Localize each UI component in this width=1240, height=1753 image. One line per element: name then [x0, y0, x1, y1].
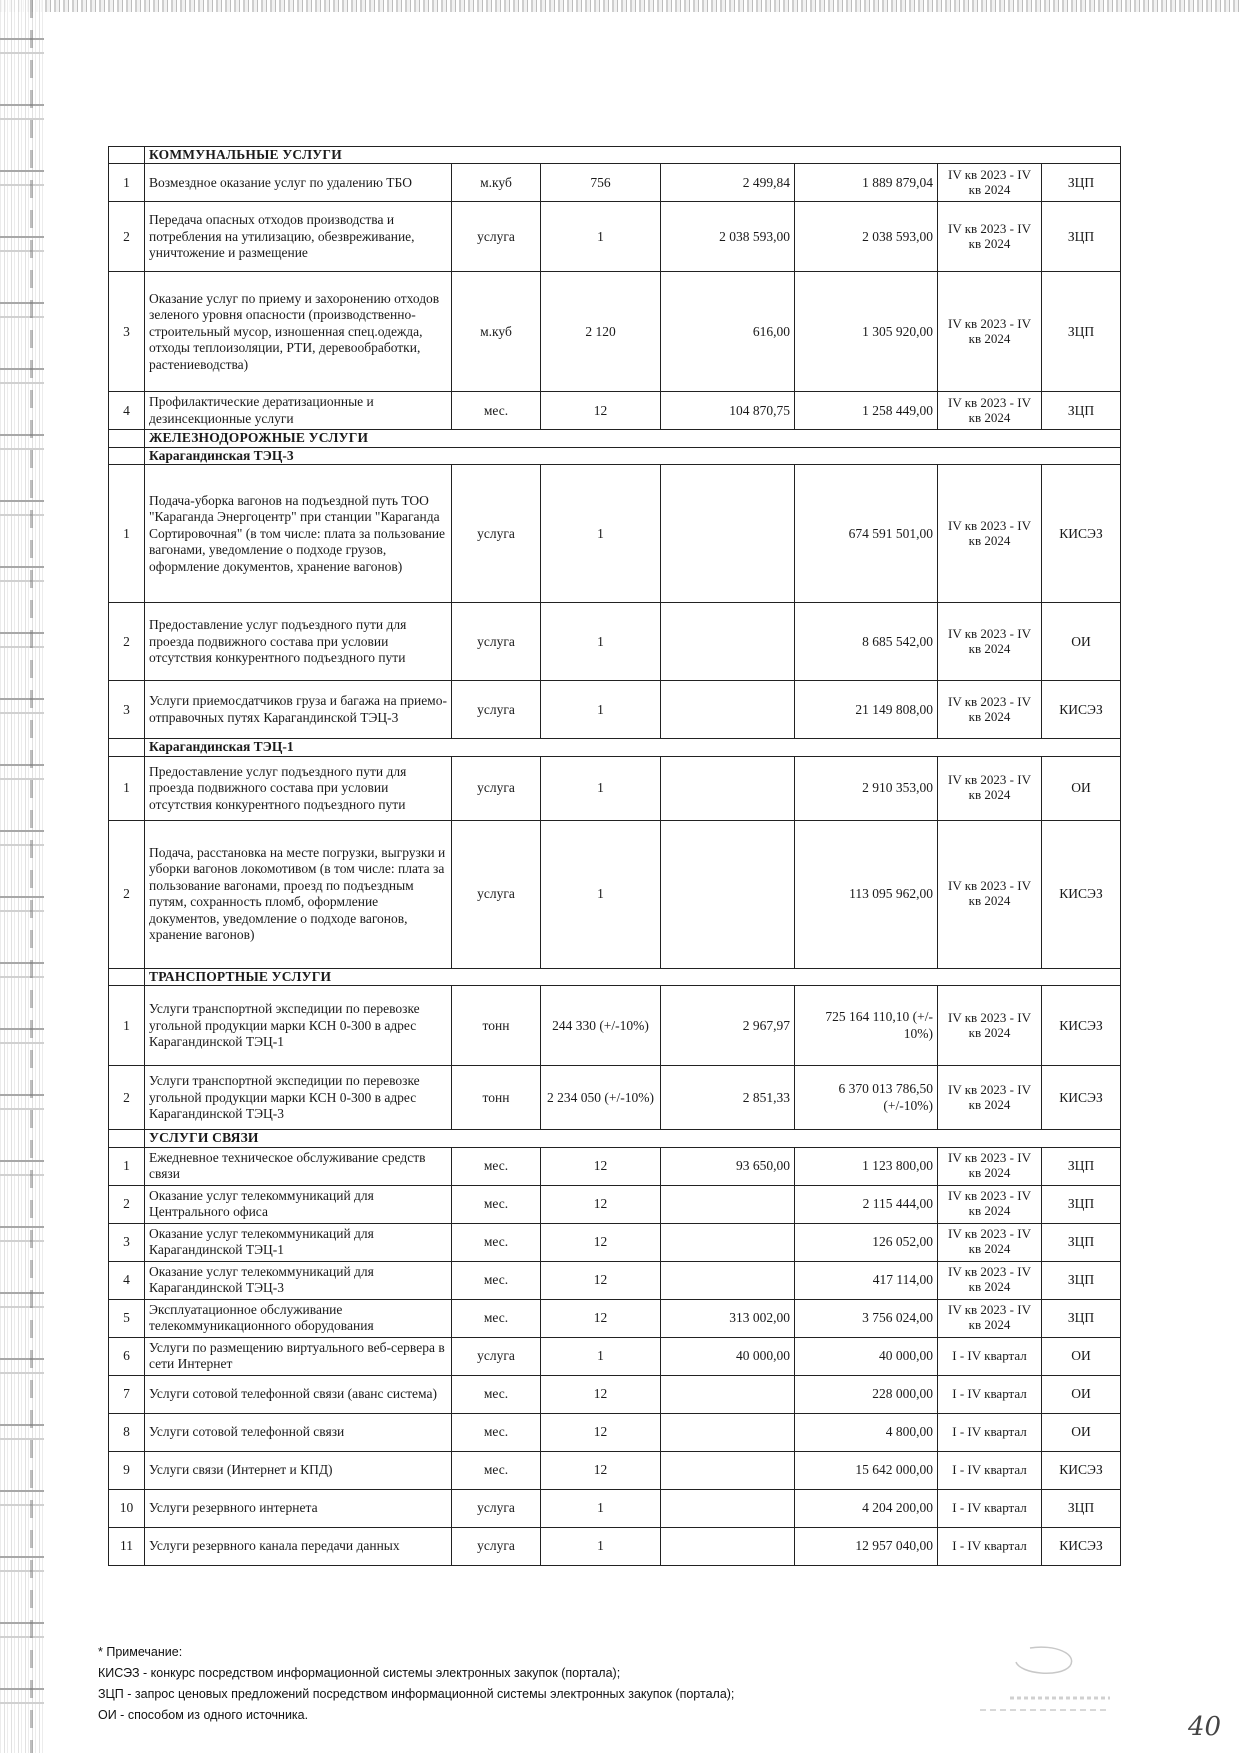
cell-num: 2	[109, 820, 145, 968]
table-row	[109, 465, 1121, 603]
cell-period: I - IV квартал	[938, 1375, 1042, 1413]
note-line-oi: ОИ - способом из одного источника.	[98, 1708, 309, 1722]
cell-name: Услуги сотовой телефонной связи (аванс система)	[145, 1375, 452, 1413]
cell-num: 1	[109, 1147, 145, 1185]
section-row	[109, 430, 1121, 447]
cell-qty: 1	[541, 202, 661, 272]
cell-total: 2 038 593,00	[795, 202, 938, 272]
cell-method: КИСЭЗ	[1042, 681, 1121, 739]
cell-method: ОИ	[1042, 603, 1121, 681]
cell-method: ОИ	[1042, 1375, 1121, 1413]
cell-price	[661, 820, 795, 968]
cell-name: Услуги транспортной экспедиции по перевозке угольной продукции марки КСН 0-300 в адрес Карагандинской ТЭЦ-1	[145, 986, 452, 1066]
section-row	[109, 968, 1121, 985]
cell-unit: тонн	[452, 986, 541, 1066]
table-row	[109, 986, 1121, 1066]
table-row	[109, 1489, 1121, 1527]
cell-name: Подача, расстановка на месте погрузки, выгрузки и уборки вагонов локомотивом (в том числе: плата за пользование вагонами, проезд по подъездным путям, сохранность пломб, оформление документов, уведомление о подходе вагонов, хранение вагонов)	[145, 820, 452, 968]
cell-total: 2 910 353,00	[795, 756, 938, 820]
cell-name: Подача-уборка вагонов на подъездной путь ТОО "Караганда Энергоцентр" при станции "Караганда Сортировочная" (в том числе: плата за пользование вагонами, уведомление о подходе грузов, оформление документов, хранение вагонов)	[145, 465, 452, 603]
cell-period: I - IV квартал	[938, 1489, 1042, 1527]
cell-method: КИСЭЗ	[1042, 1451, 1121, 1489]
cell-unit: мес.	[452, 392, 541, 430]
cell-qty: 1	[541, 465, 661, 603]
cell-method: ЗЦП	[1042, 1185, 1121, 1223]
cell-method: КИСЭЗ	[1042, 986, 1121, 1066]
cell-qty: 12	[541, 1223, 661, 1261]
cell-period: IV кв 2023 - IV кв 2024	[938, 756, 1042, 820]
cell-price: 313 002,00	[661, 1299, 795, 1337]
cell-unit: услуга	[452, 1527, 541, 1565]
cell-unit: мес.	[452, 1261, 541, 1299]
cell-price: 93 650,00	[661, 1147, 795, 1185]
table-row	[109, 1451, 1121, 1489]
cell-period: IV кв 2023 - IV кв 2024	[938, 1299, 1042, 1337]
cell-total: 6 370 013 786,50 (+/-10%)	[795, 1066, 938, 1130]
cell-qty: 12	[541, 1375, 661, 1413]
cell-unit: мес.	[452, 1413, 541, 1451]
cell-price: 2 499,84	[661, 164, 795, 202]
cell-unit: услуга	[452, 465, 541, 603]
cell-period: IV кв 2023 - IV кв 2024	[938, 603, 1042, 681]
section-title: УСЛУГИ СВЯЗИ	[145, 1130, 1121, 1147]
cell-period: I - IV квартал	[938, 1527, 1042, 1565]
cell-total: 1 258 449,00	[795, 392, 938, 430]
cell-qty: 12	[541, 1261, 661, 1299]
cell-name: Предоставление услуг подъездного пути для проезда подвижного состава при условии отсутствия конкурентного подъездного пути	[145, 603, 452, 681]
table-row	[109, 820, 1121, 968]
cell-method: ОИ	[1042, 1413, 1121, 1451]
cell-num: 2	[109, 603, 145, 681]
cell-price	[661, 1261, 795, 1299]
cell-total: 228 000,00	[795, 1375, 938, 1413]
cell-total: 126 052,00	[795, 1223, 938, 1261]
cell-total: 8 685 542,00	[795, 603, 938, 681]
cell-total: 12 957 040,00	[795, 1527, 938, 1565]
cell-period: IV кв 2023 - IV кв 2024	[938, 392, 1042, 430]
cell-num: 1	[109, 465, 145, 603]
cell-total: 4 800,00	[795, 1413, 938, 1451]
cell-num: 8	[109, 1413, 145, 1451]
cell-name: Эксплуатационное обслуживание телекоммуникационного оборудования	[145, 1299, 452, 1337]
cell-price: 616,00	[661, 272, 795, 392]
cell-qty: 12	[541, 392, 661, 430]
cell-qty: 12	[541, 1185, 661, 1223]
cell-period: IV кв 2023 - IV кв 2024	[938, 164, 1042, 202]
cell-num: 10	[109, 1489, 145, 1527]
cell-qty: 1	[541, 1489, 661, 1527]
cell-num: 9	[109, 1451, 145, 1489]
cell-num: 3	[109, 681, 145, 739]
cell-qty: 2 234 050 (+/-10%)	[541, 1066, 661, 1130]
table-row	[109, 1299, 1121, 1337]
cell-name: Оказание услуг телекоммуникаций для Центрального офиса	[145, 1185, 452, 1223]
table-row	[109, 756, 1121, 820]
cell-period: IV кв 2023 - IV кв 2024	[938, 681, 1042, 739]
cell-total: 15 642 000,00	[795, 1451, 938, 1489]
table-row	[109, 202, 1121, 272]
cell-method: ОИ	[1042, 1337, 1121, 1375]
cell-price	[661, 1413, 795, 1451]
cell-total: 4 204 200,00	[795, 1489, 938, 1527]
cell-name: Передача опасных отходов производства и потребления на утилизацию, обезвреживание, уничтожение и размещение	[145, 202, 452, 272]
cell-price: 2 851,33	[661, 1066, 795, 1130]
cell-price	[661, 1451, 795, 1489]
cell-num: 3	[109, 272, 145, 392]
cell-unit: услуга	[452, 1337, 541, 1375]
cell-total: 3 756 024,00	[795, 1299, 938, 1337]
table-row	[109, 1337, 1121, 1375]
cell-name: Услуги сотовой телефонной связи	[145, 1413, 452, 1451]
note-line-kisez: КИСЭЗ - конкурс посредством информационной системы электронных закупок (портала);	[98, 1666, 621, 1680]
cell-qty: 1	[541, 1527, 661, 1565]
notes-block	[98, 1642, 1098, 1726]
cell-qty: 12	[541, 1451, 661, 1489]
faint-stamp-mark	[960, 1640, 1120, 1720]
cell-period: IV кв 2023 - IV кв 2024	[938, 1185, 1042, 1223]
cell-num: 7	[109, 1375, 145, 1413]
table-row	[109, 1527, 1121, 1565]
subsection-row	[109, 739, 1121, 756]
cell-qty: 2 120	[541, 272, 661, 392]
section-row	[109, 1130, 1121, 1147]
cell-total: 417 114,00	[795, 1261, 938, 1299]
cell-period: IV кв 2023 - IV кв 2024	[938, 465, 1042, 603]
cell-unit: услуга	[452, 202, 541, 272]
table-row	[109, 603, 1121, 681]
cell-unit: мес.	[452, 1299, 541, 1337]
cell-qty: 244 330 (+/-10%)	[541, 986, 661, 1066]
cell-total: 1 889 879,04	[795, 164, 938, 202]
cell-unit: мес.	[452, 1223, 541, 1261]
cell-method: ЗЦП	[1042, 1223, 1121, 1261]
cell-name: Услуги резервного канала передачи данных	[145, 1527, 452, 1565]
cell-unit: мес.	[452, 1375, 541, 1413]
cell-qty: 1	[541, 1337, 661, 1375]
cell-num: 3	[109, 1223, 145, 1261]
cell-qty: 1	[541, 756, 661, 820]
note-line-zcp: ЗЦП - запрос ценовых предложений посредством информационной системы электронных закупок (портала);	[98, 1687, 735, 1701]
cell-price	[661, 465, 795, 603]
cell-qty: 12	[541, 1299, 661, 1337]
cell-name: Услуги по размещению виртуального веб-сервера в сети Интернет	[145, 1337, 452, 1375]
cell-num: 1	[109, 164, 145, 202]
cell-unit: тонн	[452, 1066, 541, 1130]
cell-num: 5	[109, 1299, 145, 1337]
cell-qty: 1	[541, 820, 661, 968]
cell-total: 725 164 110,10 (+/- 10%)	[795, 986, 938, 1066]
subsection-row	[109, 447, 1121, 464]
cell-name: Оказание услуг по приему и захоронению отходов зеленого уровня опасности (производственно-строительный мусор, изношенная спец.одежда, отходы теплоизоляции, РТИ, деревообработки, растениеводства)	[145, 272, 452, 392]
cell-name: Возмездное оказание услуг по удалению ТБО	[145, 164, 452, 202]
cell-method: ЗЦП	[1042, 1147, 1121, 1185]
cell-num: 1	[109, 756, 145, 820]
section-num-cell	[109, 430, 145, 447]
cell-total: 1 123 800,00	[795, 1147, 938, 1185]
cell-period: IV кв 2023 - IV кв 2024	[938, 1223, 1042, 1261]
table-row	[109, 1413, 1121, 1451]
table-row	[109, 164, 1121, 202]
cell-num: 2	[109, 1066, 145, 1130]
cell-price: 2 967,97	[661, 986, 795, 1066]
procurement-plan-table	[108, 146, 1121, 1566]
table-row	[109, 1147, 1121, 1185]
cell-method: ЗЦП	[1042, 272, 1121, 392]
cell-period: IV кв 2023 - IV кв 2024	[938, 272, 1042, 392]
cell-method: ЗЦП	[1042, 1489, 1121, 1527]
cell-unit: услуга	[452, 820, 541, 968]
cell-period: IV кв 2023 - IV кв 2024	[938, 1261, 1042, 1299]
cell-price: 2 038 593,00	[661, 202, 795, 272]
cell-price	[661, 681, 795, 739]
cell-name: Услуги транспортной экспедиции по перевозке угольной продукции марки КСН 0-300 в адрес Карагандинской ТЭЦ-3	[145, 1066, 452, 1130]
cell-total: 2 115 444,00	[795, 1185, 938, 1223]
section-title: ЖЕЛЕЗНОДОРОЖНЫЕ УСЛУГИ	[145, 430, 1121, 447]
cell-unit: мес.	[452, 1147, 541, 1185]
cell-price	[661, 1375, 795, 1413]
cell-price: 40 000,00	[661, 1337, 795, 1375]
cell-period: I - IV квартал	[938, 1413, 1042, 1451]
cell-num: 2	[109, 202, 145, 272]
cell-period: I - IV квартал	[938, 1451, 1042, 1489]
cell-qty: 1	[541, 681, 661, 739]
cell-num: 4	[109, 1261, 145, 1299]
table-row	[109, 1066, 1121, 1130]
cell-period: IV кв 2023 - IV кв 2024	[938, 1147, 1042, 1185]
cell-num: 2	[109, 1185, 145, 1223]
cell-unit: услуга	[452, 1489, 541, 1527]
cell-unit: м.куб	[452, 272, 541, 392]
section-num-cell	[109, 1130, 145, 1147]
cell-name: Услуги приемосдатчиков груза и багажа на приемо-отправочных путях Карагандинской ТЭЦ-3	[145, 681, 452, 739]
section-num-cell	[109, 147, 145, 164]
cell-price	[661, 603, 795, 681]
cell-period: IV кв 2023 - IV кв 2024	[938, 202, 1042, 272]
cell-qty: 1	[541, 603, 661, 681]
cell-qty: 12	[541, 1147, 661, 1185]
section-row	[109, 147, 1121, 164]
table-row	[109, 1223, 1121, 1261]
scan-edge-top	[0, 0, 1240, 12]
cell-qty: 12	[541, 1413, 661, 1451]
cell-total: 40 000,00	[795, 1337, 938, 1375]
section-num-cell	[109, 968, 145, 985]
section-title: ТРАНСПОРТНЫЕ УСЛУГИ	[145, 968, 1121, 985]
table-row	[109, 1375, 1121, 1413]
cell-period: IV кв 2023 - IV кв 2024	[938, 986, 1042, 1066]
cell-num: 1	[109, 986, 145, 1066]
cell-total: 21 149 808,00	[795, 681, 938, 739]
table-row	[109, 272, 1121, 392]
section-title: КОММУНАЛЬНЫЕ УСЛУГИ	[145, 147, 1121, 164]
cell-method: ЗЦП	[1042, 392, 1121, 430]
cell-num: 6	[109, 1337, 145, 1375]
cell-unit: м.куб	[452, 164, 541, 202]
cell-name: Услуги резервного интернета	[145, 1489, 452, 1527]
scan-edge-left	[0, 0, 44, 1753]
cell-price	[661, 1527, 795, 1565]
cell-price: 104 870,75	[661, 392, 795, 430]
table-row	[109, 1261, 1121, 1299]
cell-method: ОИ	[1042, 756, 1121, 820]
cell-price	[661, 1489, 795, 1527]
cell-name: Предоставление услуг подъездного пути для проезда подвижного состава при условии отсутствия конкурентного подъездного пути	[145, 756, 452, 820]
section-num-cell	[109, 447, 145, 464]
cell-name: Оказание услуг телекоммуникаций для Карагандинской ТЭЦ-1	[145, 1223, 452, 1261]
cell-method: КИСЭЗ	[1042, 1066, 1121, 1130]
cell-name: Оказание услуг телекоммуникаций для Карагандинской ТЭЦ-3	[145, 1261, 452, 1299]
cell-unit: мес.	[452, 1185, 541, 1223]
cell-qty: 756	[541, 164, 661, 202]
cell-method: КИСЭЗ	[1042, 820, 1121, 968]
table-row	[109, 1185, 1121, 1223]
cell-method: КИСЭЗ	[1042, 1527, 1121, 1565]
cell-name: Услуги связи (Интернет и КПД)	[145, 1451, 452, 1489]
cell-unit: услуга	[452, 681, 541, 739]
cell-unit: мес.	[452, 1451, 541, 1489]
cell-method: КИСЭЗ	[1042, 465, 1121, 603]
table-row	[109, 392, 1121, 430]
cell-price	[661, 1185, 795, 1223]
page-number: 40	[1188, 1712, 1222, 1742]
cell-period: I - IV квартал	[938, 1337, 1042, 1375]
cell-name: Ежедневное техническое обслуживание средств связи	[145, 1147, 452, 1185]
subsection-title: Карагандинская ТЭЦ-3	[145, 447, 1121, 464]
cell-name: Профилактические дератизационные и дезинсекционные услуги	[145, 392, 452, 430]
cell-period: IV кв 2023 - IV кв 2024	[938, 1066, 1042, 1130]
cell-num: 11	[109, 1527, 145, 1565]
cell-method: ЗЦП	[1042, 202, 1121, 272]
cell-period: IV кв 2023 - IV кв 2024	[938, 820, 1042, 968]
cell-total: 1 305 920,00	[795, 272, 938, 392]
cell-num: 4	[109, 392, 145, 430]
section-num-cell	[109, 739, 145, 756]
cell-unit: услуга	[452, 756, 541, 820]
cell-total: 674 591 501,00	[795, 465, 938, 603]
subsection-title: Карагандинская ТЭЦ-1	[145, 739, 1121, 756]
cell-method: ЗЦП	[1042, 1261, 1121, 1299]
cell-total: 113 095 962,00	[795, 820, 938, 968]
cell-unit: услуга	[452, 603, 541, 681]
table-row	[109, 681, 1121, 739]
cell-price	[661, 1223, 795, 1261]
cell-price	[661, 756, 795, 820]
notes-title: * Примечание:	[98, 1645, 183, 1659]
cell-method: ЗЦП	[1042, 1299, 1121, 1337]
cell-method: ЗЦП	[1042, 164, 1121, 202]
